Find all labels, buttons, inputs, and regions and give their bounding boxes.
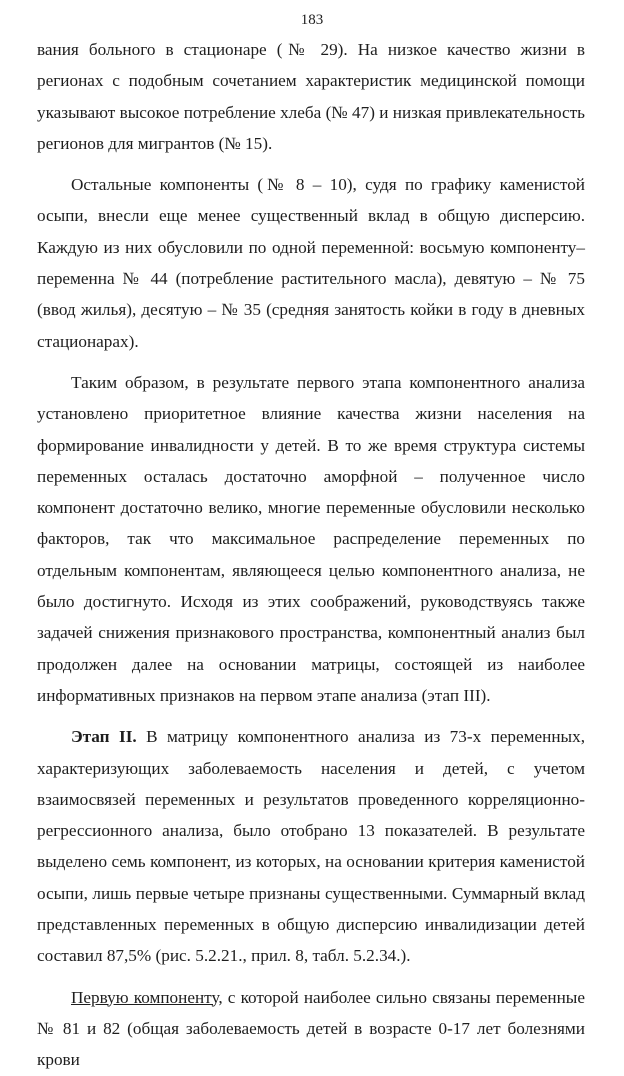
paragraph-1: вания больного в стационаре (№ 29). На низкое качество жизни в регионах с подобным сочетанием характеристик медицинской помощи указывают высокое потребление хлеба (№ 47) и низкая привлекательность регионов для мигрантов (№ 15). <box>37 40 585 153</box>
paragraph-4 <box>37 721 585 971</box>
paragraph-3: Таким образом, в результате первого этапа компонентного анализа установлено приоритетное влияние качества жизни населения на формирование инвалидности у детей. В то же время структура системы переменных осталась достаточно аморфной – полученное число компонент достаточно велико, многие переменные обусловили несколько факторов, так что максимальное распределение переменных по отдельным компонентам, являющееся целью компонентного анализа, не было достигнуто. Исходя из этих соображений, руководствуясь также задачей снижения признакового пространства, компонентный анализ был продолжен далее на основании матрицы, состоящей из наиболее информативных признаков на первом этапе анализа (этап III). <box>37 372 585 705</box>
body-text <box>37 34 585 1076</box>
paragraph-2: Остальные компоненты (№ 8 – 10), судя по графику каменистой осыпи, внесли еще менее существенный вклад в общую дисперсию. Каждую из них обусловили по одной переменной: восьмую компоненту– переменна № 44 (потребление растительного масла), девятую – № 75 (ввод жилья), десятую – № 35 (средняя занятость койки в году в дневных стационарах). <box>37 175 585 351</box>
paragraph-4-text: В матрицу компонентного анализа из 73-х переменных, характеризующих заболеваемость населения и детей, с учетом взаимосвязей переменных и результатов проведенного корреляционно-регрессионного анализа, было отобрано 13 показателей. В результате выделено семь компонент, из которых, на основании критерия каменистой осыпи, лишь первые четыре признаны существенными. Суммарный вклад представленных переменных в общую дисперсию инвалидизации детей составил 87,5% (рис. 5.2.21., прил. 8, табл. 5.2.34.). <box>37 727 585 966</box>
page-number: 183 <box>300 12 324 28</box>
stage-heading: Этап II. <box>71 727 137 747</box>
paragraph-5-text: с которой наиболее сильно связаны переменные № 81 и 82 (общая заболеваемость детей в возрасте 0-17 лет болезнями крови <box>37 987 585 1070</box>
component-heading: Первую компоненту, <box>71 987 223 1007</box>
paragraph-5 <box>37 982 585 1076</box>
